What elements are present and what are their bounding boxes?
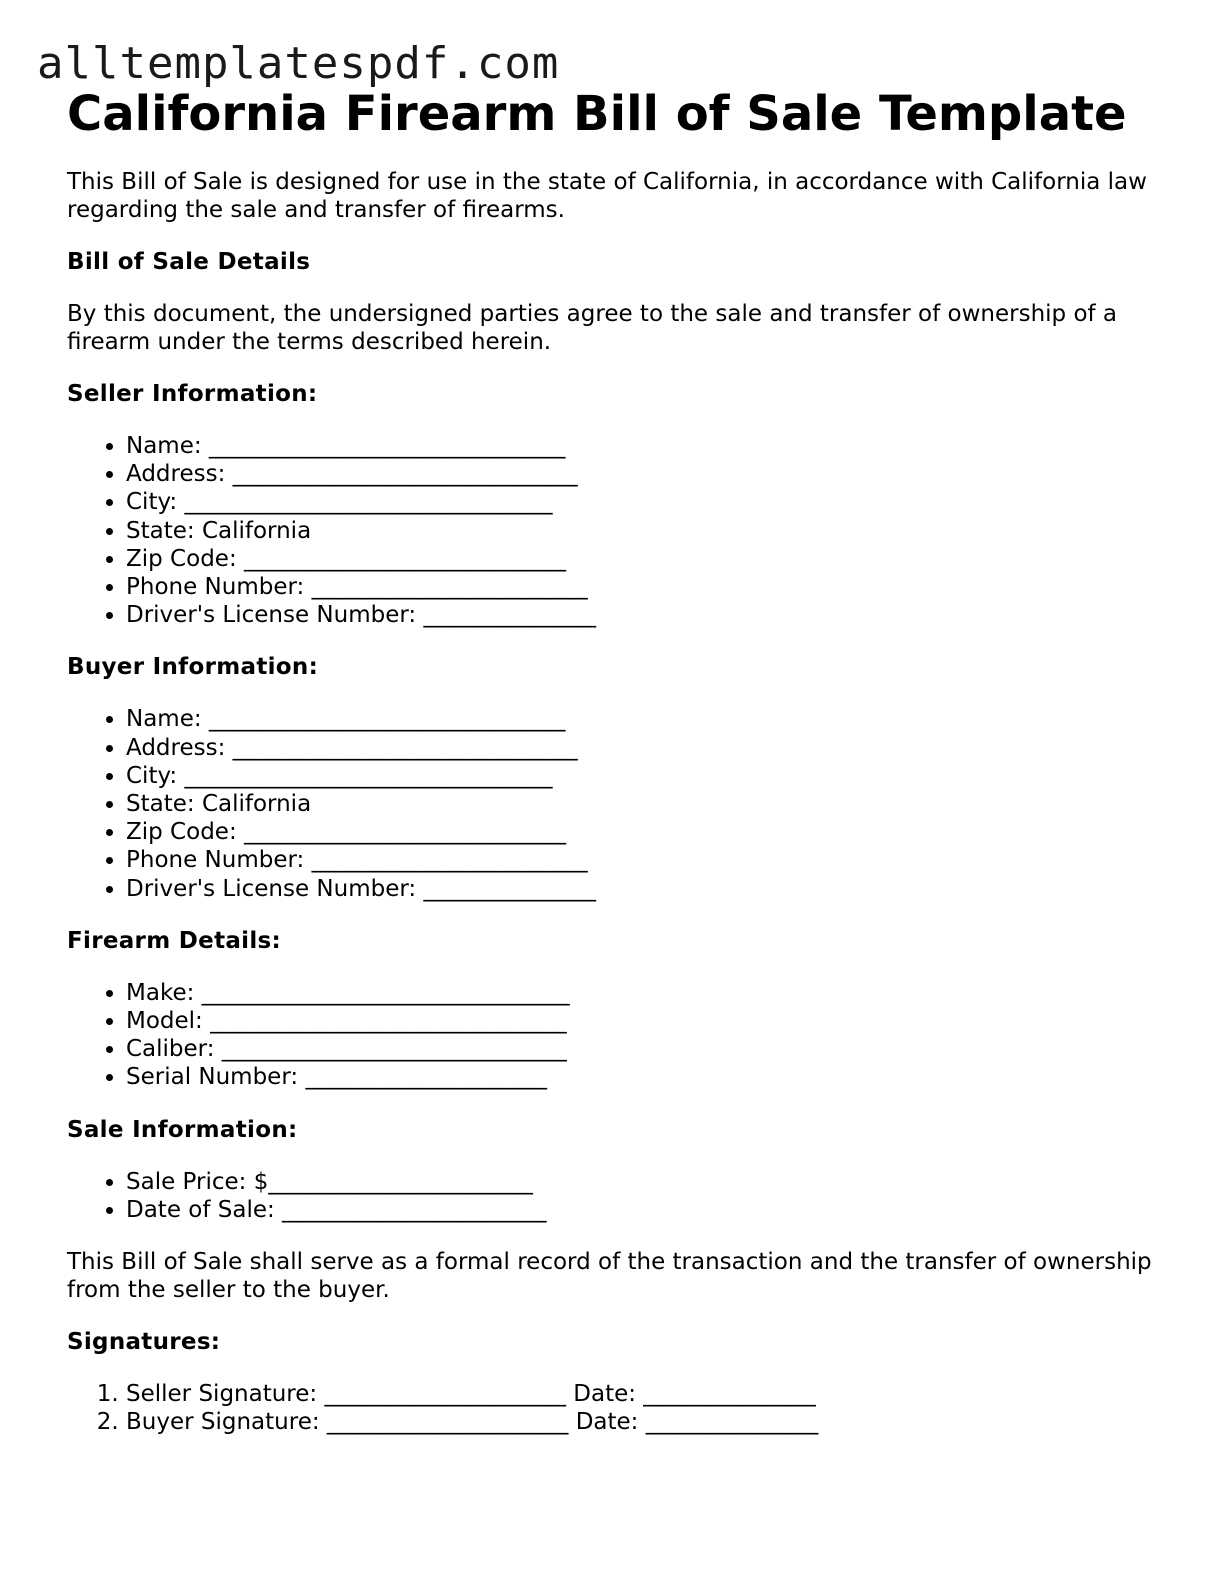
seller-phone-field[interactable]: • Phone Number: ________________________ [126,573,1167,601]
sale-heading: Sale Information: [67,1116,298,1143]
signatures-list [67,1380,1167,1436]
seller-license-field[interactable]: • Driver's License Number: _______________ [126,601,1167,629]
firearm-details-list [67,979,1167,1092]
buyer-license-field[interactable]: • Driver's License Number: _______________ [126,875,1167,903]
seller-zip-field[interactable]: • Zip Code: ____________________________ [126,545,1167,573]
firearm-serial-field[interactable]: • Serial Number: _____________________ [126,1063,1167,1091]
firearm-caliber-field[interactable]: • Caliber: ______________________________ [126,1035,1167,1063]
seller-state-field: • State: California [126,517,1167,545]
seller-name-field[interactable]: • Name: _______________________________ [126,432,1167,460]
buyer-state-field: • State: California [126,790,1167,818]
intro-paragraph: This Bill of Sale is designed for use in the state of California, in accordance with California law regarding the sale and transfer of firearms. [67,169,1147,223]
seller-info-list [67,432,1167,629]
seller-signature-line[interactable]: 1. Seller Signature: _____________________ Date: _______________ [126,1380,1167,1408]
buyer-signature-line[interactable]: 2. Buyer Signature: _____________________ Date: _______________ [126,1408,1167,1436]
firearm-model-field[interactable]: • Model: _______________________________ [126,1007,1167,1035]
details-paragraph: By this document, the undersigned parties agree to the sale and transfer of ownership of a firearm under the terms described herein. [67,301,1118,355]
closing-paragraph: This Bill of Sale shall serve as a formal record of the transaction and the transfer of ownership from the seller to the buyer. [67,1249,1152,1304]
buyer-info-list [67,705,1167,902]
signatures-heading: Signatures: [67,1329,221,1356]
seller-city-field[interactable]: • City: ________________________________ [126,488,1167,516]
buyer-city-field[interactable]: • City: ________________________________ [126,762,1167,790]
document-title: California Firearm Bill of Sale Template [67,86,1127,142]
buyer-address-field[interactable]: • Address: ______________________________ [126,734,1167,762]
seller-heading: Seller Information: [67,381,318,407]
firearm-heading: Firearm Details: [67,927,282,954]
details-heading: Bill of Sale Details [67,249,311,275]
sale-price-field[interactable]: • Sale Price: $_______________________ [126,1168,1167,1196]
buyer-name-field[interactable]: • Name: _______________________________ [126,705,1167,733]
buyer-zip-field[interactable]: • Zip Code: ____________________________ [126,818,1167,846]
sale-info-list [67,1168,1167,1224]
firearm-make-field[interactable]: • Make: ________________________________ [126,979,1167,1007]
watermark-text: alltemplatespdf.com [37,38,560,89]
buyer-heading: Buyer Information: [67,654,319,681]
document-body [67,84,1167,1460]
sale-date-field[interactable]: • Date of Sale: _______________________ [126,1196,1167,1224]
seller-address-field[interactable]: • Address: ______________________________ [126,460,1167,488]
buyer-phone-field[interactable]: • Phone Number: ________________________ [126,846,1167,874]
